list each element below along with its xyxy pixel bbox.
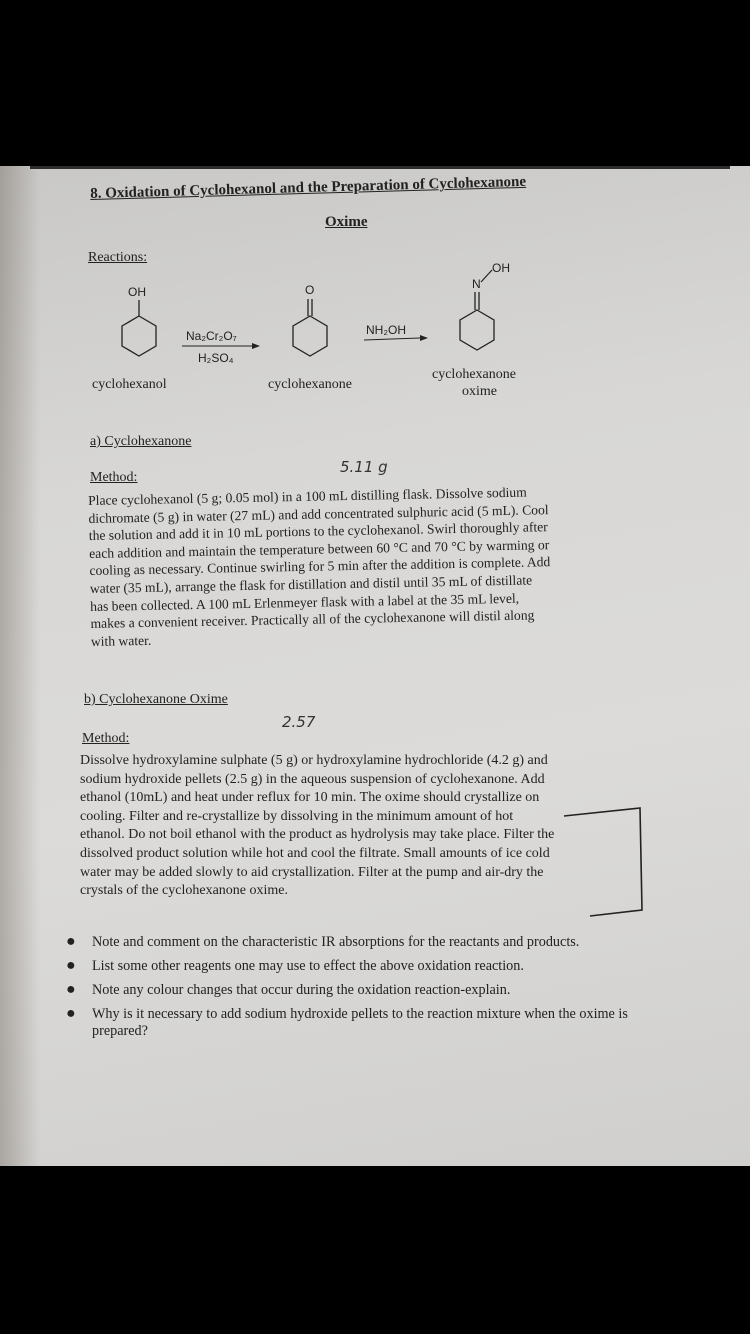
section-a-method-text [88, 483, 552, 650]
reagent1-bottom: H₂SO₄ [198, 351, 234, 365]
bullet-icon: ● [66, 933, 76, 950]
section-b-method-label: Method: [82, 731, 130, 746]
handwritten-yield-a: 5.11 g [340, 458, 388, 476]
list-item: ● Why is it necessary to add sodium hydroxide pellets to the reaction mixture when the oxime is prepared? [66, 1005, 628, 1039]
bullet-icon: ● [66, 1005, 76, 1022]
text-line: cooling. Filter and re-crystallize by dissolving in the minimum amount of hot [80, 808, 514, 824]
reagent2: NH₂OH [366, 323, 406, 337]
list-item: ● Note any colour changes that occur during the oxidation reaction-explain. [66, 981, 511, 998]
text-line: Place cyclohexanol (5 g; 0.05 mol) in a 100 mL distilling flask. Dissolve sodium [88, 484, 527, 508]
section-b-method-text [80, 752, 554, 901]
oximation-arrow [364, 323, 428, 341]
text-line: the solution and add it in 10 mL portions to the cyclohexanol. Swirl thoroughly after [88, 519, 548, 544]
text-line: with water. [90, 632, 152, 649]
section-b-heading: b) Cyclohexanone Oxime [84, 692, 228, 707]
oxime-n-label: N [472, 277, 481, 291]
reaction-scheme [0, 166, 750, 426]
handwritten-bracket [560, 806, 660, 926]
worksheet-page [0, 166, 750, 1166]
text-line: makes a convenient receiver. Practically all of the cyclohexanone will distil along [90, 607, 535, 632]
section-a-heading: a) Cyclohexanone [90, 434, 192, 449]
o-label: O [305, 283, 315, 297]
reagent1-top: Na₂Cr₂O₇ [186, 329, 237, 343]
text-line: water (35 mL), arrange the flask for distillation and distil until 35 mL of distillate [89, 572, 533, 596]
text-line: water may be added slowly to aid crystallization. Filter at the pump and air-dry the [80, 864, 544, 880]
name-cyclohexanone: cyclohexanone [268, 377, 352, 392]
text-line: ethanol. Do not boil ethanol with the product as hydrolysis may take place. Filter the [80, 827, 555, 843]
bullet-icon: ● [66, 981, 76, 998]
cyclohexanol-structure [122, 285, 156, 356]
name-cyclohexanol: cyclohexanol [92, 377, 167, 392]
name-oxime-line1: cyclohexanone [432, 367, 516, 382]
text-line: Dissolve hydroxylamine sulphate (5 g) or hydroxylamine hydrochloride (4.2 g) and [80, 753, 548, 768]
text-line: has been collected. A 100 mL Erlenmeyer flask with a label at the 35 mL level, [90, 590, 520, 614]
section-a-method-label: Method: [90, 470, 138, 485]
list-item: ● Note and comment on the characteristic IR absorptions for the reactants and products. [66, 933, 580, 950]
bullet-icon: ● [66, 957, 76, 974]
document-title: 8. Oxidation of Cyclohexanol and the Preparation of Cyclohexanone [90, 173, 527, 202]
question-list [62, 934, 632, 1047]
list-item: ● List some other reagents one may use to effect the above oxidation reaction. [66, 957, 524, 974]
oh-label: OH [128, 285, 146, 299]
cyclohexanone-oxime-structure [460, 261, 510, 350]
handwritten-yield-b: 2.57 [282, 713, 316, 731]
text-line: crystals of the cyclohexanone oxime. [80, 883, 288, 899]
cyclohexanone-structure [293, 283, 327, 356]
name-oxime-line2: oxime [462, 384, 497, 399]
text-line: dichromate (5 g) in water (27 mL) and add concentrated sulphuric acid (5 mL). Cool [88, 501, 549, 526]
text-line: sodium hydroxide pellets (2.5 g) in the aqueous suspension of cyclohexanone. Add [80, 771, 545, 787]
oxidation-arrow [182, 329, 260, 365]
text-line: dissolved product solution while hot and cool the filtrate. Small amounts of ice cold [80, 845, 550, 861]
text-line: each addition and maintain the temperature between 60 °C and 70 °C by warming or [89, 536, 550, 561]
text-line: ethanol (10mL) and heat under reflux for 10 min. The oxime should crystallize on [80, 790, 540, 806]
document-title-line2: Oxime [325, 214, 368, 230]
text-line: cooling as necessary. Continue swirling for 5 min after the addition is complete. Add [89, 554, 551, 579]
oxime-oh-label: OH [492, 261, 510, 275]
reactions-label: Reactions: [88, 250, 148, 265]
